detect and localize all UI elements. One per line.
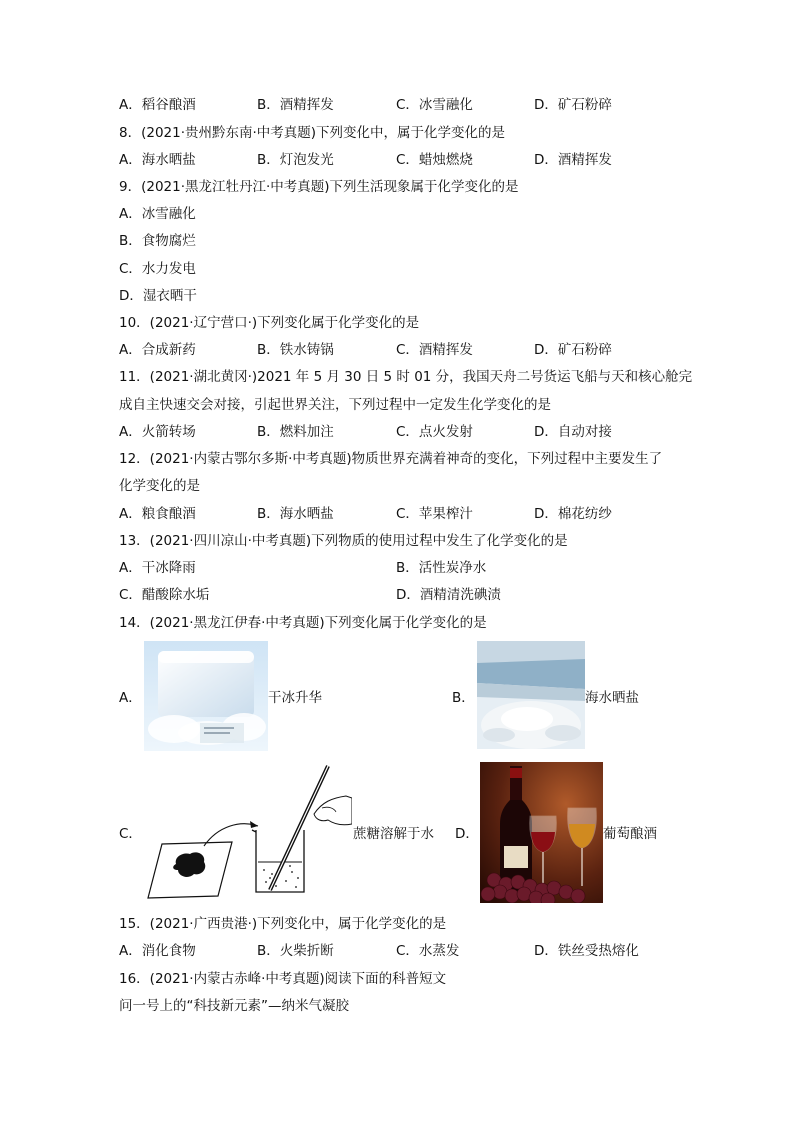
q14-caption-d: 葡萄酿酒 <box>603 826 657 842</box>
q10-option-c[interactable]: C．酒精挥发 <box>396 342 473 358</box>
q10-option-d[interactable]: D．矿石粉碎 <box>534 342 612 358</box>
sugar-dissolving-diagram <box>146 762 352 902</box>
q12-option-d[interactable]: D．棉花纺纱 <box>534 506 612 522</box>
q16-stem: 16．(2021·内蒙古赤峰·中考真题)阅读下面的科普短文 <box>119 971 447 987</box>
q12-stem-line2: 化学变化的是 <box>119 478 200 494</box>
q11-option-d[interactable]: D．自动对接 <box>534 424 612 440</box>
q7-option-b[interactable]: B．酒精挥发 <box>257 97 334 113</box>
q15-option-c[interactable]: C．水蒸发 <box>396 943 460 959</box>
q10-option-a[interactable]: A．合成新药 <box>119 342 196 358</box>
q14-option-a-letter[interactable]: A． <box>119 690 142 706</box>
q7-option-c[interactable]: C．冰雪融化 <box>396 97 473 113</box>
q8-stem: 8．(2021·贵州黔东南·中考真题)下列变化中，属于化学变化的是 <box>119 125 506 141</box>
q7-option-d[interactable]: D．矿石粉碎 <box>534 97 612 113</box>
q11-option-c[interactable]: C．点火发射 <box>396 424 473 440</box>
q9-option-b[interactable]: B．食物腐烂 <box>119 233 196 249</box>
q11-stem-line1: 11．(2021·湖北黄冈·)2021 年 5 月 30 日 5 时 01 分，我国天舟二号货运飞船与天和核心舱完 <box>119 369 693 385</box>
q9-option-c[interactable]: C．水力发电 <box>119 261 196 277</box>
q12-stem-line1: 12．(2021·内蒙古鄂尔多斯·中考真题)物质世界充满着神奇的变化，下列过程中主要发生了 <box>119 451 663 467</box>
q13-option-a[interactable]: A．干冰降雨 <box>119 560 196 576</box>
q14-stem: 14．(2021·黑龙江伊春·中考真题)下列变化属于化学变化的是 <box>119 615 487 631</box>
q8-option-b[interactable]: B．灯泡发光 <box>257 152 334 168</box>
q8-option-a[interactable]: A．海水晒盐 <box>119 152 196 168</box>
wine-grapes-image <box>480 762 603 903</box>
q11-stem-line2: 成自主快速交会对接，引起世界关注，下列过程中一定发生化学变化的是 <box>119 397 551 413</box>
q14-option-c-letter[interactable]: C． <box>119 826 142 842</box>
q14-caption-a: 干冰升华 <box>268 690 322 706</box>
q13-stem: 13．(2021·四川凉山·中考真题)下列物质的使用过程中发生了化学变化的是 <box>119 533 568 549</box>
q15-stem: 15．(2021·广西贵港·)下列变化中，属于化学变化的是 <box>119 916 447 932</box>
q13-option-b[interactable]: B．活性炭净水 <box>396 560 487 576</box>
q15-option-a[interactable]: A．消化食物 <box>119 943 196 959</box>
q12-option-c[interactable]: C．苹果榨汁 <box>396 506 473 522</box>
q14-caption-b: 海水晒盐 <box>585 690 639 706</box>
q9-stem: 9．(2021·黑龙江牡丹江·中考真题)下列生活现象属于化学变化的是 <box>119 179 519 195</box>
q7-option-a[interactable]: A．稻谷酿酒 <box>119 97 196 113</box>
q14-option-b-letter[interactable]: B． <box>452 690 475 706</box>
q13-option-d[interactable]: D．酒精清洗碘渍 <box>396 587 501 603</box>
q13-option-c[interactable]: C．醋酸除水垢 <box>119 587 210 603</box>
q11-option-a[interactable]: A．火箭转场 <box>119 424 196 440</box>
q15-option-d[interactable]: D．铁丝受热熔化 <box>534 943 639 959</box>
q8-option-d[interactable]: D．酒精挥发 <box>534 152 612 168</box>
q10-option-b[interactable]: B．铁水铸锅 <box>257 342 334 358</box>
dry-ice-image <box>144 641 268 751</box>
q11-option-b[interactable]: B．燃料加注 <box>257 424 334 440</box>
q14-option-d-letter[interactable]: D． <box>455 826 479 842</box>
q15-option-b[interactable]: B．火柴折断 <box>257 943 334 959</box>
q14-caption-c: 蔗糖溶解于水 <box>353 826 434 842</box>
q10-stem: 10．(2021·辽宁营口·)下列变化属于化学变化的是 <box>119 315 420 331</box>
q12-option-a[interactable]: A．粮食酿酒 <box>119 506 196 522</box>
sea-salt-image <box>477 641 585 749</box>
q9-option-d[interactable]: D．湿衣晒干 <box>119 288 197 304</box>
q9-option-a[interactable]: A．冰雪融化 <box>119 206 196 222</box>
q8-option-c[interactable]: C．蜡烛燃烧 <box>396 152 473 168</box>
q12-option-b[interactable]: B．海水晒盐 <box>257 506 334 522</box>
q16-article-title: 问一号上的“科技新元素”—纳米气凝胶 <box>119 998 349 1014</box>
